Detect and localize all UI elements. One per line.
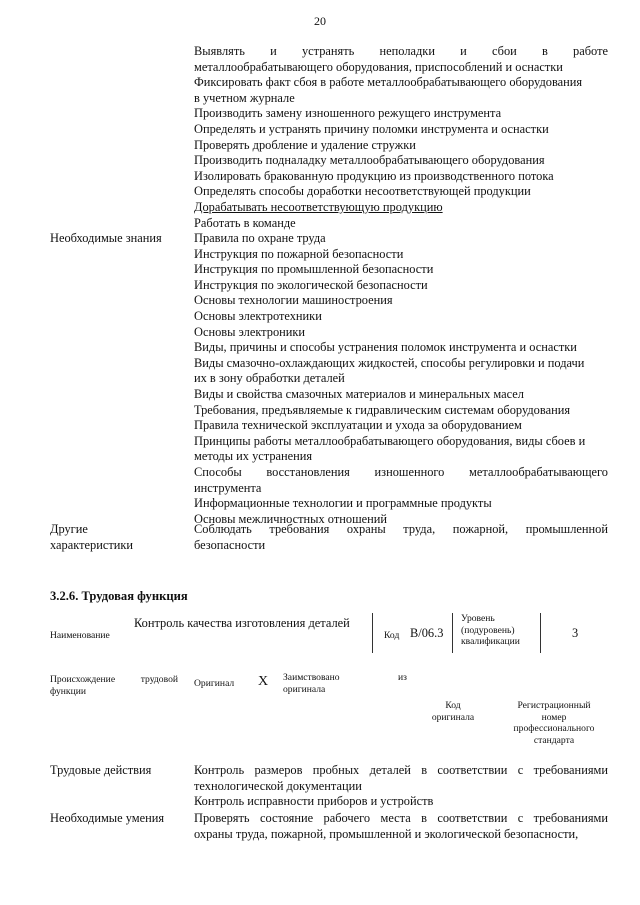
origin-borrowed: Заимствовано оригинала (283, 672, 340, 695)
code-box-right (440, 613, 453, 653)
list-item: их в зону обработки деталей (194, 371, 345, 386)
list-item: Основы электроники (194, 324, 306, 339)
actions-list (194, 763, 608, 810)
list-item: Определять способы доработки несоответствующей продукции (194, 184, 531, 199)
list-item: Выявлять и устранять неполадки и сбои в работе (194, 44, 608, 58)
list-item: Основы электротехники (194, 308, 322, 323)
list-item: Фиксировать факт сбоя в работе металлообрабатывающего оборудования (194, 75, 583, 90)
list-item: Инструкция по пожарной безопасности (194, 246, 404, 261)
origin-label: Происхождение трудовой функции (50, 674, 178, 697)
list-item: Способы восстановления изношенного металлообрабатывающего (194, 464, 608, 479)
origin-original: Оригинал (194, 678, 235, 689)
level-value: 3 (572, 626, 579, 640)
list-item: металлообрабатывающего оборудования, приспособлений и оснастки (194, 59, 563, 74)
code-value: B/06.3 (410, 626, 444, 640)
origin-reg-number: Регистрационный номер профессионального стандарта (513, 700, 595, 746)
level-label: Уровень (подуровень) квалификации (461, 613, 520, 648)
name-box-right (360, 613, 373, 653)
list-item: Виды, причины и способы устранения поломок инструмента и оснастки (194, 340, 577, 355)
list-item: Виды и свойства смазочных материалов и минеральных масел (194, 386, 524, 401)
list-item: Правила по охране труда (194, 231, 326, 245)
list-item: Основы межличностных отношений (194, 511, 387, 526)
origin-mark: X (258, 674, 269, 689)
list-item: Изолировать бракованную продукцию из производственного потока (194, 168, 554, 183)
list-item: Контроль исправности приборов и устройств (194, 794, 434, 809)
list-item: инструмента (194, 480, 262, 495)
actions-label: Трудовые действия (50, 763, 152, 777)
list-item: методы их устранения (194, 449, 313, 464)
list-item: Требования, предъявляемые к гидравлическим системам оборудования (194, 402, 571, 417)
knowledge-list (194, 231, 608, 527)
list-item: Производить замену изношенного режущего инструмента (194, 106, 502, 121)
page-number: 20 (314, 14, 326, 28)
list-item: Производить подналадку металлообрабатывающего оборудования (194, 153, 545, 168)
list-item: Соблюдать требования охраны труда, пожарной, промышленной (194, 522, 608, 536)
name-value: Контроль качества изготовления деталей (134, 616, 350, 630)
origin-code: Код оригинала (431, 700, 475, 723)
code-label: Код (384, 630, 400, 641)
skills2-list (194, 811, 608, 842)
other-list (194, 522, 608, 553)
list-item: Виды смазочно-охлаждающих жидкостей, способы регулировки и подачи (194, 355, 585, 370)
list-item: технологической документации (194, 778, 362, 793)
list-item: Основы технологии машиностроения (194, 293, 393, 308)
list-item: Инструкция по экологической безопасности (194, 277, 428, 292)
knowledge-label: Необходимые знания (50, 231, 162, 245)
list-item: охраны труда, пожарной, промышленной и экологической безопасности, (194, 826, 579, 841)
list-item: Принципы работы металлообрабатывающего оборудования, виды сбоев и (194, 433, 586, 448)
level-box-left (540, 613, 551, 653)
list-item: Проверять состояние рабочего места в соответствии с требованиями (194, 811, 608, 825)
list-item: Информационные технологии и программные продукты (194, 496, 492, 511)
list-item: Проверять дробление и удаление стружки (194, 137, 416, 152)
skills2-label: Необходимые умения (50, 811, 165, 825)
list-item: безопасности (194, 537, 266, 552)
list-item: Контроль размеров пробных деталей в соответствии с требованиями (194, 763, 608, 777)
list-item: Правила технической эксплуатации и ухода за оборудованием (194, 418, 522, 433)
list-item: Инструкция по промышленной безопасности (194, 262, 434, 277)
section-title: 3.2.6. Трудовая функция (50, 589, 188, 603)
list-item: в учетном журнале (194, 90, 295, 105)
other-label: Другие характеристики (50, 522, 134, 552)
origin-borrowed-from: из (398, 672, 407, 683)
list-item: Работать в команде (194, 215, 296, 230)
name-label: Наименование (50, 630, 110, 641)
list-item: Определять и устранять причину поломки инструмента и оснастки (194, 121, 549, 136)
list-item: Дорабатывать несоответствующую продукцию (194, 199, 443, 214)
skills-list (194, 44, 608, 231)
